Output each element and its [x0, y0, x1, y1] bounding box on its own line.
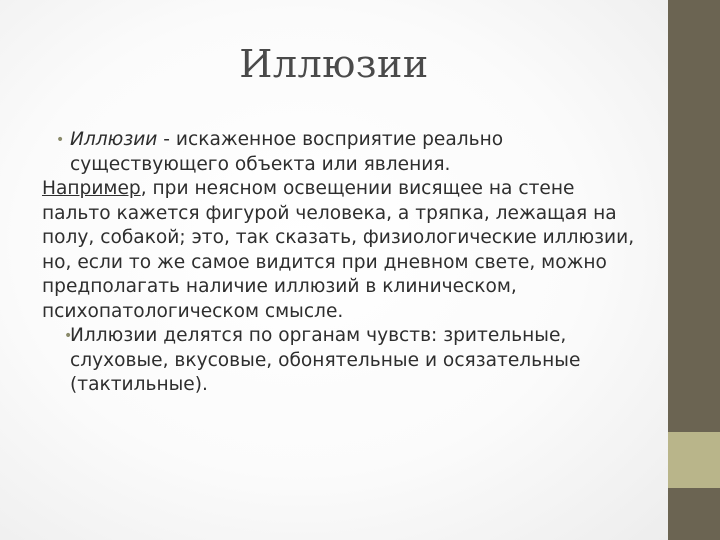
- example-lead: Например: [42, 178, 141, 199]
- term-illusions: Иллюзии: [70, 129, 158, 150]
- sidebar-bar-top: [668, 0, 720, 432]
- bullet-icon: •: [64, 328, 73, 344]
- bullet-item-definition: [42, 128, 642, 177]
- sidebar-bar-bottom: [668, 488, 720, 540]
- definition-text: - искаженное восприятие реально существующего объекта или явления.: [70, 129, 504, 175]
- bullet-icon: •: [56, 132, 65, 148]
- slide-body: [42, 128, 642, 398]
- example-text: , при неясном освещении висящее на стене пальто кажется фигурой человека, а тряпка, лежащая на полу, собакой; это, так сказать, физиологические иллюзии, но, если то же самое видится при дневном свете, можно предполагать наличие иллюзий в клиническом, психопатологическом смысле.: [42, 178, 635, 322]
- example-paragraph: [42, 177, 642, 324]
- sidebar-bar-accent: [668, 432, 720, 488]
- bullet-item-classification: [42, 324, 642, 398]
- slide-title: Иллюзии: [239, 42, 429, 86]
- classification-text: Иллюзии делятся по органам чувств: зрительные, слуховые, вкусовые, обонятельные и осязательные (тактильные).: [70, 325, 581, 395]
